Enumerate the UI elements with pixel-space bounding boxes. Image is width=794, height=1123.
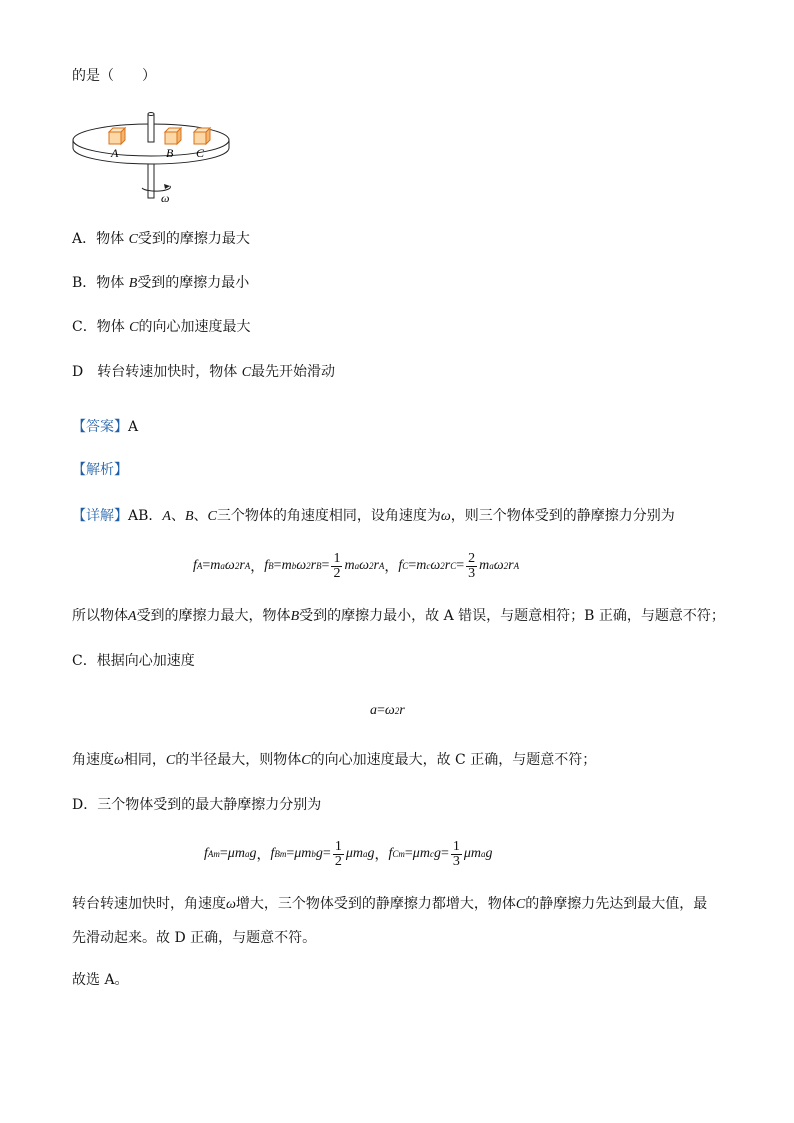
f-symbol: f	[388, 846, 393, 861]
sub: C	[402, 561, 409, 571]
label-c: C	[196, 146, 205, 160]
g-symbol: g	[433, 846, 441, 861]
g-symbol: g	[249, 846, 257, 861]
option-c-text: 的向心加速度最大	[138, 319, 251, 335]
omega-symbol: ω	[430, 558, 441, 573]
option-d-var: C	[241, 365, 252, 380]
r-symbol: r	[239, 558, 245, 573]
mu-symbol: μ	[294, 846, 302, 861]
f-symbol: f	[270, 846, 275, 861]
answer-value: A	[128, 419, 139, 435]
mu-symbol: μ	[412, 846, 420, 861]
r-symbol: r	[373, 558, 379, 573]
m-symbol: m	[419, 846, 430, 861]
var-a: A	[128, 609, 137, 624]
var-c: C	[301, 753, 311, 768]
numerator: 1	[334, 838, 342, 854]
numerator: 1	[452, 838, 460, 854]
sub: A	[378, 561, 385, 571]
var-b: B	[290, 609, 300, 624]
equals: =	[322, 846, 331, 861]
equals: =	[286, 846, 295, 861]
option-a-prefix: A．物体	[72, 231, 129, 247]
sep: 、	[193, 508, 208, 524]
mu-symbol: μ	[345, 846, 353, 861]
denominator: 3	[468, 565, 476, 581]
sub: B	[316, 561, 322, 571]
text: 转台转速加快时，角速度	[72, 896, 226, 912]
label-b: B	[166, 146, 174, 160]
omega-symbol: ω	[384, 703, 395, 718]
sub: b	[291, 561, 297, 571]
var-b: B	[184, 509, 194, 524]
f-symbol: f	[204, 846, 208, 861]
equals: =	[408, 558, 417, 573]
detail-line-5: D．三个物体受到的最大静摩擦力分别为	[72, 797, 322, 813]
question-stem-fragment: 的是（ ）	[72, 68, 156, 84]
fraction-half	[333, 840, 344, 869]
omega-symbol: ω	[224, 558, 235, 573]
sep: 、	[170, 508, 185, 524]
detail-line-8: 故选 A。	[72, 972, 129, 988]
sub: c	[426, 561, 431, 571]
option-b-var: B	[128, 276, 138, 291]
r-symbol: r	[399, 703, 405, 718]
equals: =	[456, 558, 465, 573]
comma: ，	[250, 560, 265, 575]
sup: 2	[306, 561, 311, 571]
omega-symbol: ω	[226, 897, 236, 912]
sub: A	[513, 561, 520, 571]
equals: =	[273, 558, 282, 573]
detail-line-2	[72, 606, 725, 627]
equals: =	[219, 846, 228, 861]
var-c: C	[165, 753, 176, 768]
sup: 2	[368, 561, 374, 571]
equals: =	[404, 846, 413, 861]
equals: =	[377, 703, 385, 718]
option-c	[72, 317, 251, 338]
sub: A	[244, 561, 251, 571]
omega-symbol: ω	[359, 558, 369, 573]
m-symbol: m	[352, 846, 363, 861]
var-c: C	[207, 509, 217, 524]
detail-ab-prefix: AB．	[128, 508, 163, 524]
detail-line-3: C．根据向心加速度	[72, 653, 195, 669]
m-symbol: m	[479, 558, 490, 573]
mu-symbol: μ	[227, 846, 235, 861]
m-symbol: m	[301, 846, 312, 861]
denominator: 2	[333, 565, 341, 581]
option-c-var: C	[129, 320, 139, 335]
f-symbol: f	[398, 558, 403, 573]
denominator: 2	[334, 853, 342, 869]
m-symbol: m	[416, 558, 427, 573]
equals: =	[202, 558, 211, 573]
denominator: 3	[452, 853, 460, 869]
comma: ，	[384, 560, 399, 575]
block-c	[194, 128, 210, 144]
sup: 2	[503, 561, 509, 571]
option-b	[72, 273, 249, 294]
option-b-prefix: B．物体	[72, 275, 129, 291]
r-symbol: r	[508, 558, 514, 573]
text: 相同，	[123, 752, 166, 768]
detail-line-1	[72, 506, 675, 527]
equals: =	[440, 846, 449, 861]
fraction-third	[451, 840, 462, 869]
analysis-label: 【解析】	[72, 462, 128, 478]
f-symbol: f	[193, 558, 197, 573]
detail-line-7: 先滑动起来。故 D 正确，与题意不符。	[72, 930, 317, 946]
comma: ，	[374, 848, 389, 863]
option-d	[72, 362, 335, 383]
detail-label: 【详解】	[72, 508, 128, 524]
mu-symbol: μ	[463, 846, 471, 861]
r-symbol: r	[310, 558, 317, 573]
text: 的静摩擦力先达到最大值，最	[525, 896, 708, 912]
option-b-text: 受到的摩擦力最小	[137, 275, 250, 291]
fraction-half	[331, 552, 342, 581]
option-d-text: 最先开始滑动	[251, 364, 336, 380]
equals: =	[321, 558, 330, 573]
detail-line-6	[72, 894, 707, 915]
option-a-var: C	[128, 232, 138, 247]
option-d-prefix: D 转台转速加快时，物体	[72, 364, 242, 380]
answer-label: 【答案】	[72, 419, 128, 435]
sub: a	[489, 561, 494, 571]
omega-symbol: ω	[493, 558, 504, 573]
text: 角速度	[72, 752, 114, 768]
block-b	[165, 128, 181, 144]
sub: B	[268, 561, 274, 571]
sub: C	[450, 561, 457, 571]
label-a: A	[111, 146, 119, 160]
sub: Cm	[392, 849, 405, 859]
text: 增大，三个物体受到的静摩擦力都增大，物体	[235, 896, 516, 912]
var-c: C	[515, 897, 526, 912]
fraction-two-thirds	[466, 552, 477, 581]
detail-line-4	[72, 750, 596, 771]
f-symbol: f	[264, 558, 269, 573]
numerator: 1	[333, 550, 341, 566]
omega-label: ω	[161, 191, 170, 205]
formula-max-friction	[204, 836, 493, 872]
formula-centripetal	[370, 700, 405, 722]
text: 的半径最大，则物体	[175, 752, 302, 768]
sub: a	[362, 849, 368, 859]
detail-text: 三个物体的角速度相同，设角速度为	[216, 508, 441, 524]
sub: Bm	[274, 849, 287, 859]
sub: a	[220, 561, 225, 571]
block-a	[109, 128, 125, 144]
sub: a	[244, 849, 250, 859]
a-symbol: a	[370, 703, 377, 718]
axle-upper	[148, 114, 154, 142]
m-symbol: m	[470, 846, 481, 861]
analysis-heading	[72, 460, 128, 480]
sup: 2	[394, 706, 400, 716]
comma: ，	[256, 848, 271, 863]
sub: a	[481, 849, 486, 859]
g-symbol: g	[485, 846, 493, 861]
text: 受到的摩擦力最小，故 A 错误，与题意相符；B 正确，与题意不符；	[299, 608, 725, 624]
option-c-prefix: C．物体	[72, 319, 130, 335]
sub: b	[311, 849, 316, 859]
r-symbol: r	[444, 558, 451, 573]
numerator: 2	[468, 550, 476, 566]
answer-line	[72, 417, 138, 437]
sub: Am	[207, 849, 220, 859]
m-symbol: m	[234, 846, 245, 861]
omega-symbol: ω	[296, 558, 307, 573]
omega-symbol: ω	[114, 753, 124, 768]
g-symbol: g	[315, 846, 323, 861]
option-a-text: 受到的摩擦力最大	[137, 231, 250, 247]
text: 受到的摩擦力最大，物体	[136, 608, 291, 624]
sup: 2	[440, 561, 445, 571]
formula-friction-forces	[193, 548, 519, 584]
text: 的向心加速度最大，故 C 正确，与题意不符；	[310, 752, 597, 768]
sup: 2	[234, 561, 240, 571]
sub: a	[354, 561, 360, 571]
sub: c	[429, 849, 434, 859]
var-a: A	[162, 509, 171, 524]
omega-symbol: ω	[440, 509, 451, 524]
m-symbol: m	[281, 558, 292, 573]
option-a	[72, 229, 250, 250]
text: 所以物体	[72, 608, 128, 624]
turntable-diagram	[70, 110, 240, 210]
axle-top-cap	[148, 113, 154, 116]
detail-text: ，则三个物体受到的静摩擦力分别为	[450, 508, 675, 524]
m-symbol: m	[344, 558, 355, 573]
m-symbol: m	[210, 558, 221, 573]
g-symbol: g	[367, 846, 375, 861]
sub: A	[196, 561, 203, 571]
